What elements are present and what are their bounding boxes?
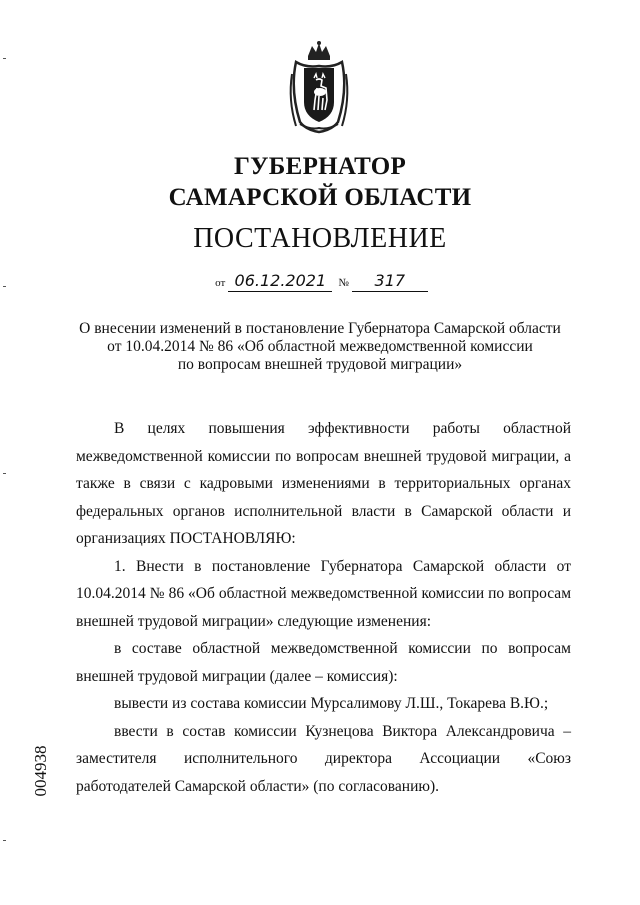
registration-code-text: 004938 <box>31 745 50 797</box>
scan-edge-mark <box>3 58 6 59</box>
coat-of-arms-emblem <box>286 40 352 136</box>
scan-edge-mark <box>3 840 6 841</box>
document-body <box>76 415 571 800</box>
body-paragraph: В целях повышения эффективности работы областной межведомственной комиссии по вопросам внешней трудовой миграции, а также в связи с кадровыми изменениями в территориальных органах федеральных органов исполнительной власти в Самарской области и организациях ПОСТАНОВЛЯЮ: <box>76 420 571 547</box>
document-type: ПОСТАНОВЛЕНИЕ <box>193 223 447 254</box>
date-prefix: от <box>215 277 226 289</box>
body-paragraph: в составе областной межведомственной комиссии по вопросам внешней трудовой миграции (далее – комиссия): <box>76 640 571 685</box>
subject-line: от 10.04.2014 № 86 «Об областной межведомственной комиссии <box>107 338 533 355</box>
body-paragraph: 1. Внести в постановление Губернатора Самарской области от 10.04.2014 № 86 «Об областной межведомственной комиссии по вопросам внешней трудовой миграции» следующие изменения: <box>76 557 571 630</box>
scan-edge-mark <box>3 473 6 474</box>
scan-edge-mark <box>3 286 6 287</box>
handwritten-number: 317 <box>352 271 428 292</box>
authority-title: ГУБЕРНАТОР <box>233 153 407 180</box>
registration-code <box>26 736 56 806</box>
body-paragraph: вывести из состава комиссии Мурсалимову Л.Ш., Токарева В.Ю.; <box>114 695 549 712</box>
body-paragraph: ввести в состав комиссии Кузнецова Виктора Александровича – заместителя исполнительного директора Ассоциации «Союз работодателей Самарской области» (по согласованию). <box>76 722 571 795</box>
subject-line: по вопросам внешней трудовой миграции» <box>177 356 463 373</box>
authority-region: САМАРСКОЙ ОБЛАСТИ <box>168 184 472 211</box>
document-subject <box>70 320 570 374</box>
subject-line: О внесении изменений в постановление Губернатора Самарской области <box>79 320 561 337</box>
handwritten-date: 06.12.2021 <box>228 271 332 292</box>
date-number-line <box>0 271 640 292</box>
number-prefix: № <box>338 277 349 289</box>
